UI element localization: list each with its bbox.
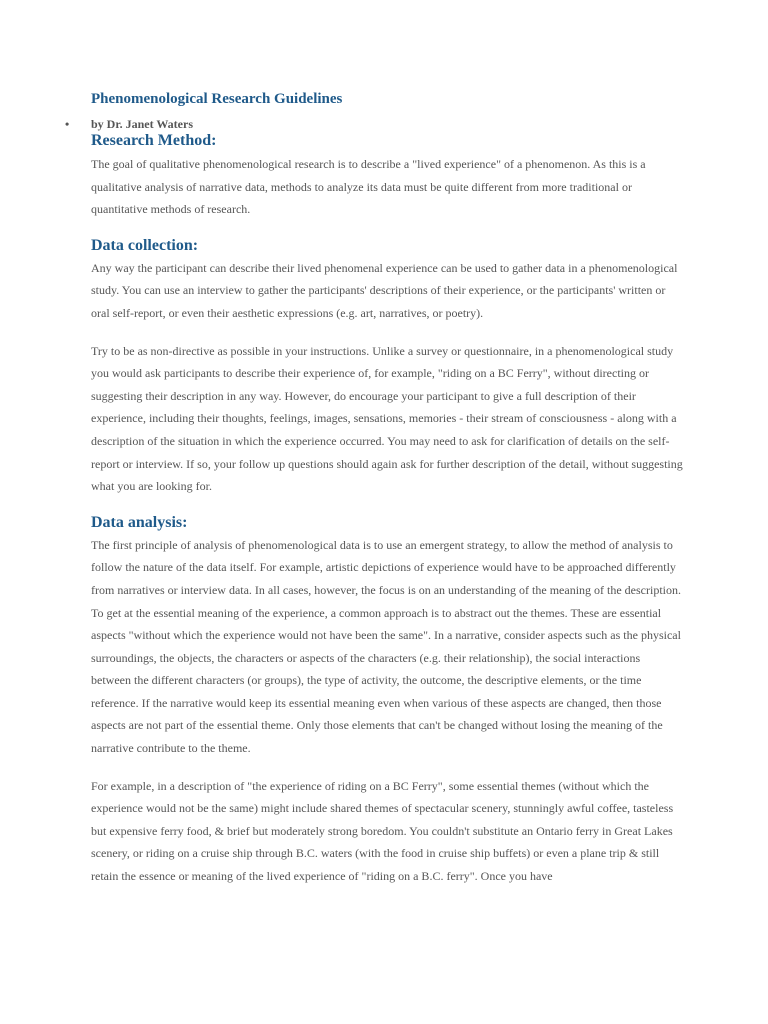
section-data-collection — [91, 235, 683, 498]
paragraph: The goal of qualitative phenomenological research is to describe a "lived experience" of a phenomenon. As this is a qualitative analysis of narrative data, methods to analyze its data must be quite different from more traditional or quantitative methods of research. — [91, 157, 646, 217]
paragraph: Any way the participant can describe their lived phenomenal experience can be used to gather data in a phenomenological study. You can use an interview to gather the participants' descriptions of their experience, or the participants' written or oral self-report, or even their aesthetic expressions (e.g. art, narratives, or poetry). — [91, 260, 678, 320]
section-heading: Data collection: — [91, 236, 199, 254]
section-data-analysis — [91, 512, 683, 888]
author-line — [65, 116, 683, 132]
document-title: Phenomenological Research Guidelines — [91, 91, 343, 107]
paragraph: Try to be as non-directive as possible in your instructions. Unlike a survey or questionnaire, in a phenomenological study you would ask participants to describe their experience of, for example, "riding on a BC Ferry", without directing or suggesting their description in any way. However, do encourage your participant to give a full description of their experience, including their thoughts, feelings, images, sensations, memories - their stream of consciousness - along with a description of the situation in which the experience occurred. You may need to ask for clarification of details on the self-report or interview. If so, your follow up questions should again ask for further description of the detail, without suggesting what you are looking for. — [91, 343, 683, 494]
paragraph: For example, in a description of "the experience of riding on a BC Ferry", some essential themes (without which the experience would not be the same) might include shared themes of spectacular scenery, stunningly awful coffee, tasteless but expensive ferry food, & brief but moderately strong boredom. You couldn't substitute an Ontario ferry in Great Lakes scenery, or riding on a cruise ship through B.C. waters (with the food in cruise ship buffets) or even a plane trip & still retain the essence or meaning of the lived experience of "riding on a B.C. ferry". Once you have — [91, 778, 674, 884]
document-page — [65, 88, 683, 888]
section-research-method — [91, 130, 683, 221]
bullet-icon: • — [65, 117, 70, 131]
author-name: by Dr. Janet Waters — [91, 117, 193, 131]
section-heading: Research Method: — [91, 132, 217, 149]
section-heading: Data analysis: — [91, 513, 188, 531]
paragraph: The first principle of analysis of phenomenological data is to use an emergent strategy, to allow the method of analysis to follow the nature of the data itself. For example, artistic depictions of experience would have to be approached differently from narratives or interview data. In all cases, however, the focus is on an understanding of the meaning of the description. To get at the essential meaning of the experience, a common approach is to abstract out the themes. These are essential aspects "without which the experience would not have been the same". In a narrative, consider aspects such as the physical surroundings, the objects, the characters or aspects of the characters (e.g. their relationship), the social interactions between the different characters (or groups), the type of activity, the outcome, the descriptive elements, or the time reference. If the narrative would keep its essential meaning even when various of these aspects are changed, then those aspects are not part of the essential theme. Only those elements that can't be changed without losing the meaning of the narrative contribute to the theme. — [91, 537, 681, 756]
